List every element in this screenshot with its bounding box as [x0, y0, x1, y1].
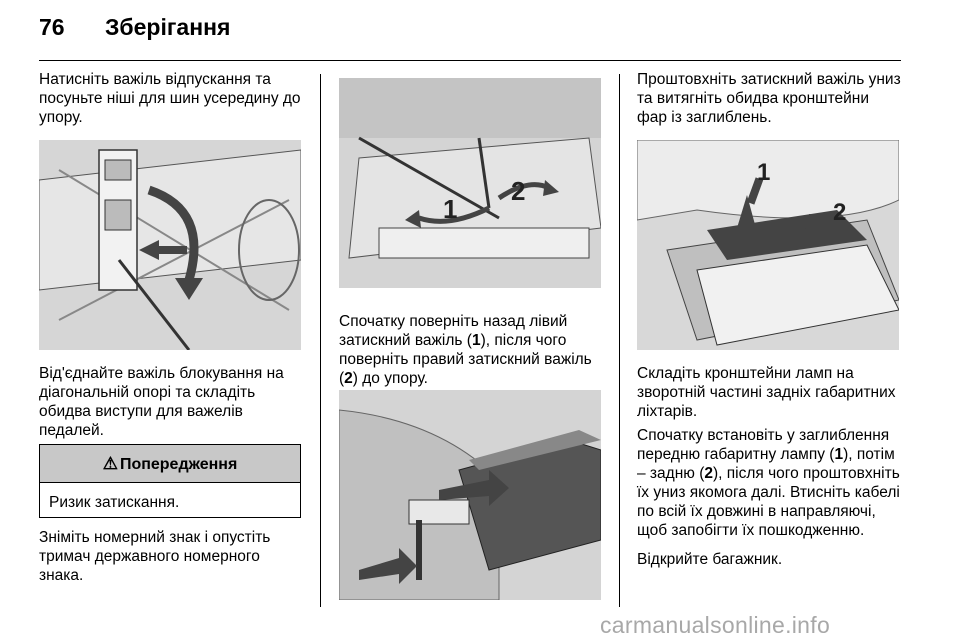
header-rule	[39, 60, 901, 61]
illustration-tyre-niche-lever	[39, 140, 301, 350]
instruction-paragraph: Спочатку встановіть у заглиблення передню габаритну лампу (1), потім – задню (2), після чого проштовхніть їх униз якомога далі. Втисніть кабелі по всій їх довжині в направляючі, щоб запобігти їх пошкодженню.	[637, 427, 900, 539]
watermark: carmanualsonline.info	[600, 612, 831, 638]
column-divider-2	[619, 74, 620, 607]
figure-lamp-brackets	[637, 140, 899, 350]
illustration-lamp-brackets	[637, 140, 899, 350]
warning-triangle-icon: ⚠	[102, 454, 118, 473]
warning-title: Попередження	[119, 456, 238, 473]
warning-header	[40, 445, 300, 483]
figure-clamping-levers	[339, 78, 601, 288]
warning-text: Ризик затискання.	[49, 494, 180, 511]
instruction-paragraph: Проштовхніть затискний важіль униз та витягніть обидва кронштейни фар із заглиблень.	[637, 71, 901, 126]
callout-1: 1	[757, 159, 771, 186]
figure-licence-plate-holder	[339, 390, 601, 600]
instruction-paragraph: Натисніть важіль відпускання та посуньте ніші для шин усередину до упору.	[39, 71, 301, 126]
callout-1: 1	[443, 194, 458, 224]
warning-box	[39, 444, 301, 518]
page-number: 76	[39, 14, 65, 40]
instruction-paragraph: Від'єднайте важіль блокування на діагональній опорі та складіть обидва виступи для важелів педалей.	[39, 365, 284, 439]
figure-release-lever	[39, 140, 301, 350]
instruction-paragraph: Складіть кронштейни ламп на зворотній частині задніх габаритних ліхтарів.	[637, 365, 896, 420]
callout-2: 2	[511, 176, 526, 206]
callout-2: 2	[833, 199, 847, 226]
instruction-paragraph: Відкрийте багажник.	[637, 551, 783, 568]
column-divider-1	[320, 74, 321, 607]
instruction-paragraph: Спочатку поверніть назад лівий затискний важіль (1), після чого поверніть правий затискний важіль (2) до упору.	[339, 313, 592, 387]
page-title: Зберігання	[105, 14, 231, 40]
illustration-plate-holder	[339, 390, 601, 600]
instruction-paragraph: Зніміть номерний знак і опустіть тримач державного номерного знака.	[39, 529, 271, 584]
illustration-clamping-levers	[339, 78, 601, 288]
